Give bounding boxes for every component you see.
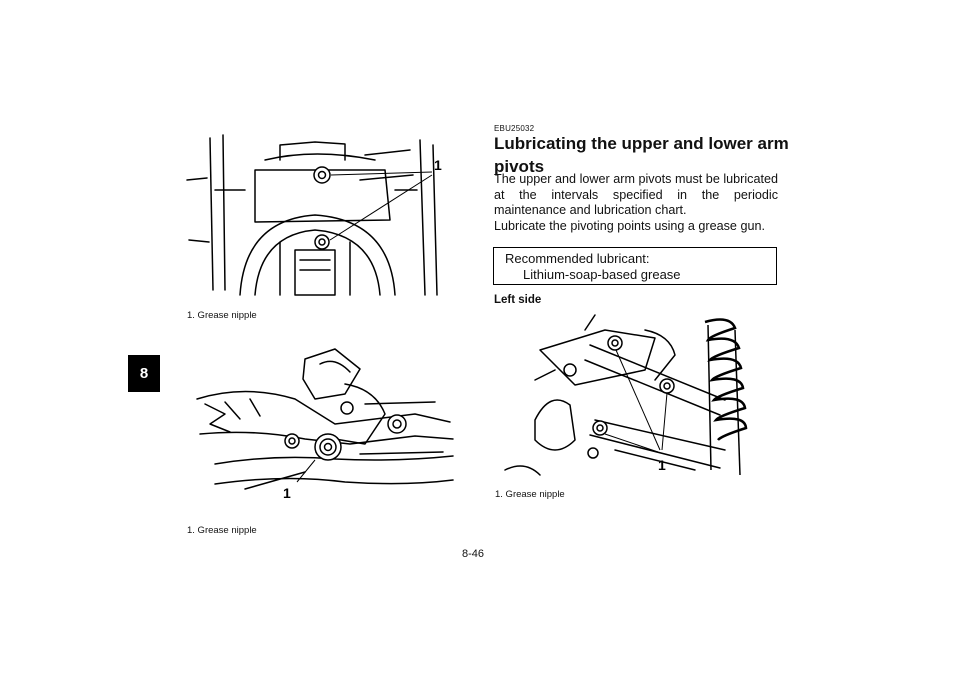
figure-caption: 1. Grease nipple — [187, 525, 257, 536]
illustration-lower-arm-pivot — [185, 344, 460, 504]
callout-number: 1 — [434, 157, 442, 173]
figure-caption: 1. Grease nipple — [495, 489, 565, 500]
chapter-tab: 8 — [128, 355, 160, 392]
illustration-front-arm-pivot — [185, 130, 455, 298]
page-number: 8-46 — [462, 548, 485, 560]
figure-left-side-pivots — [495, 310, 775, 478]
body-paragraph-1: The upper and lower arm pivots must be lubricated at the intervals specified in the periodic maintenance and lubrication chart. — [494, 172, 778, 217]
section-title-line2: pivots — [494, 157, 545, 176]
left-side-heading: Left side — [494, 294, 542, 306]
figure-lower-arm-pivot — [185, 344, 460, 504]
section-code: EBU25032 — [494, 124, 535, 133]
lubricant-value: Lithium-soap-based grease — [523, 267, 681, 282]
recommended-lubricant-box — [493, 247, 777, 285]
lubricant-label: Recommended lubricant: — [505, 251, 650, 266]
callout-number: 1 — [658, 457, 666, 473]
figure-caption: 1. Grease nipple — [187, 310, 257, 321]
illustration-left-side-pivots — [495, 310, 775, 478]
section-title-line1: Lubricating the upper and lower arm — [494, 134, 789, 153]
section-body — [494, 172, 778, 234]
figure-upper-arm-front — [185, 130, 455, 298]
body-paragraph-2: Lubricate the pivoting points using a grease gun. — [494, 218, 765, 233]
callout-number: 1 — [283, 485, 291, 501]
